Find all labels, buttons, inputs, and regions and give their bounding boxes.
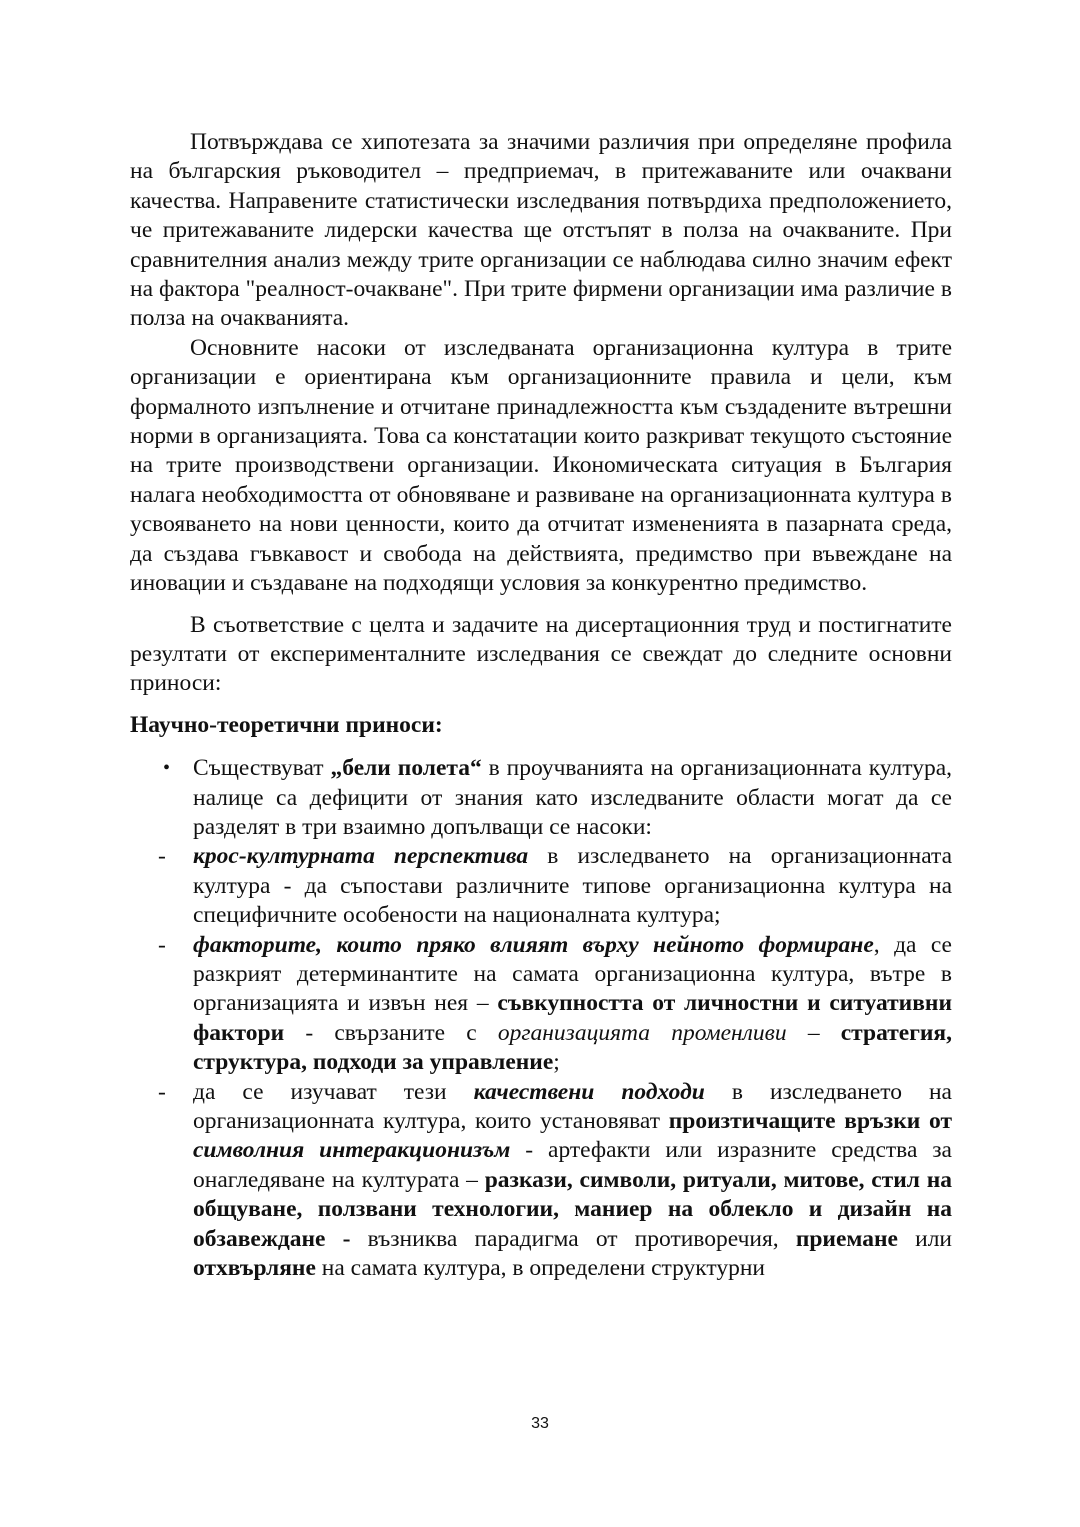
section-heading: Научно-теоретични приноси: <box>130 711 443 738</box>
paragraph-contributions-intro: В съответствие с целта и задачите на дисертационния труд и постигнатите резултати от експерименталните изследвания се свеждат до следните основни приноси: <box>130 611 952 697</box>
paragraph-hypothesis: Потвърждава се хипотезата за значими различия при определяне профила на българския ръководител – предприемач, в притежаваните или очаквани качества. Направените статистически изследвания потвърдиха предположението, че притежаваните лидерски качества ще отстъпят в полза на очакваните. При сравнителния анализ между трите организации се наблюдава силно значим ефект на фактора "реалност-очакване". При трите фирмени организации има различие в полза на очакванията. <box>130 129 952 332</box>
text-run: , да се разкрият детерминантите на самата организационна култура, вътре в организацията и извън нея – <box>193 931 952 1017</box>
paragraph-organizational-culture: Основните насоки от изследваната организационна култура в трите организации е ориентирана към организационните правила и цели, към формалното изпълнение и отчитане принадлежността към създадените вътрешни норми в организацията. Това са констатации които разкриват текущото състояние на трите производствени организации. Икономическата ситуация в България налага необходимостта от обновяване и развиване на организационната култура в усвояването на нови ценности, които да отчитат измененията в пазарната среда, да създава гъвкавост и свобода на действията, предимство при въвеждане на иновации и създаване на подходящи условия за конкурентно предимство. <box>130 334 952 597</box>
text-run: да се изучават тези <box>193 1078 474 1105</box>
bold-text: приемане <box>795 1225 898 1252</box>
bold-text: „бели полета“ <box>330 755 482 782</box>
document-page <box>130 128 952 1283</box>
text-run: ; <box>553 1049 560 1076</box>
text-run: или <box>897 1225 952 1252</box>
text-run: в изследването на организационната култура, които установяват <box>193 1078 952 1134</box>
list-item <box>130 842 952 930</box>
list-item <box>130 1078 952 1284</box>
text-run: в изследването на организационната култура - да съпостави различните типове организационна култура на специфичните особености на националната култура; <box>193 843 952 929</box>
bold-italic-text: крос-културната перспектива <box>193 843 529 870</box>
dash-marker: - <box>158 1078 166 1105</box>
text-run: Съществуват <box>193 755 331 782</box>
dash-marker: - <box>158 843 166 870</box>
italic-text: организацията променливи <box>497 1019 787 1046</box>
bold-text: съвкупността от личностни и ситуативни фактори <box>193 990 952 1046</box>
text-run: - артефакти или изразните средства за онагледяване на културата – <box>193 1137 952 1193</box>
list-item <box>130 931 952 1078</box>
text-run: в проучванията на организационната култура, налице са дефицити от знания като изследваните области могат да се разделят в три взаимно допълващи се насоки: <box>193 755 952 840</box>
bold-italic-text: символния интеракционизъм <box>193 1137 511 1164</box>
bold-text: стратегия, структура, подходи за управление <box>193 1019 952 1076</box>
contributions-list <box>130 754 952 1283</box>
text-run: на самата култура, в определени структурни <box>315 1255 766 1282</box>
list-item <box>130 754 952 842</box>
dash-marker: - <box>158 931 166 958</box>
text-run: – <box>786 1019 841 1046</box>
bullet-icon: • <box>163 757 171 780</box>
bold-italic-text: факторите, които пряко влияят върху нейното формиране <box>193 931 874 958</box>
bold-text: разкази, символи, ритуали, митове, стил на общуване, ползвани технологии, маниер на облекло и дизайн на обзавеждане - <box>193 1166 952 1252</box>
bold-italic-text: качествени подходи <box>473 1078 705 1105</box>
bold-text: отхвърляне <box>193 1255 316 1282</box>
text-run: - свързаните с <box>284 1019 498 1046</box>
bold-text: произтичащите връзки от <box>668 1108 952 1134</box>
page-number: 33 <box>531 1415 549 1432</box>
text-run: възниква парадигма от противоречия, <box>350 1225 796 1252</box>
